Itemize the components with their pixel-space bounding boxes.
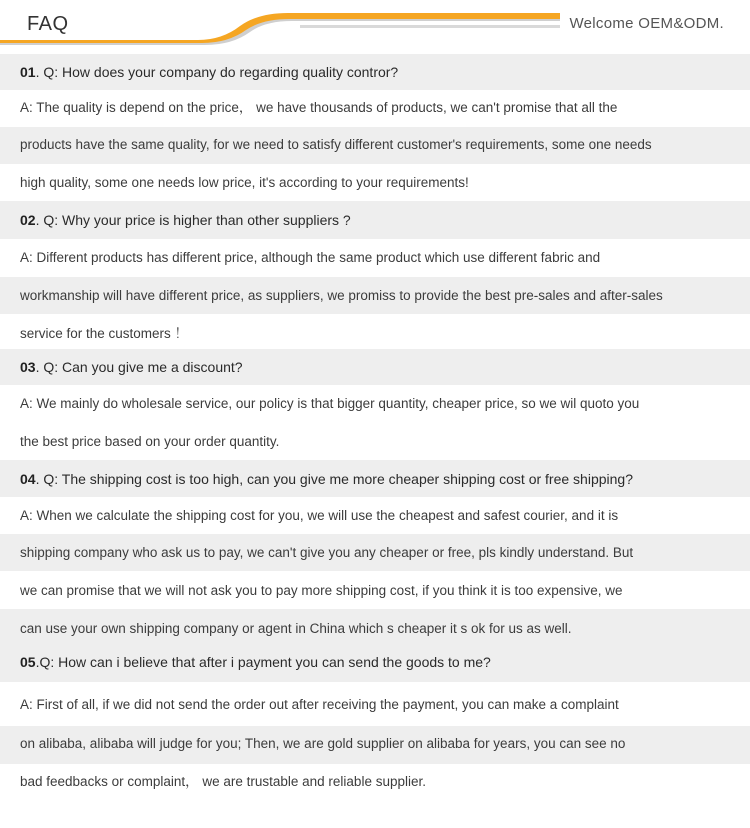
- faq-question-row: [0, 646, 750, 682]
- faq-number: 02: [20, 212, 36, 228]
- faq-question: . Q: Why your price is higher than other suppliers ?: [35, 212, 351, 228]
- faq-answer-line: products have the same quality, for we need to satisfy different customer's requirements, some one needs: [0, 127, 750, 164]
- faq-number: 01: [20, 64, 36, 80]
- faq-question-row: [0, 201, 750, 239]
- faq-question: . Q: Can you give me a discount?: [35, 359, 243, 375]
- faq-number: 04: [20, 471, 36, 487]
- faq-answer-line: A: First of all, if we did not send the order out after receiving the payment, you can make a complaint: [20, 697, 619, 712]
- welcome-text: Welcome OEM&ODM.: [569, 15, 724, 32]
- faq-answer-line: can use your own shipping company or agent in China which s cheaper it s ok for us as well.: [0, 609, 750, 646]
- faq-answer-line: A: We mainly do wholesale service, our policy is that bigger quantity, cheaper price, so we wil quoto you: [20, 396, 640, 411]
- faq-answer-line: on alibaba, alibaba will judge for you; Then, we are gold supplier on alibaba for years, you can see no: [0, 726, 750, 764]
- faq-answer-line: workmanship will have different price, as suppliers, we promiss to provide the best pre-sales and after-sales: [0, 277, 750, 314]
- page-title: FAQ: [27, 13, 69, 35]
- faq-answer-line: A: When we calculate the shipping cost for you, we will use the cheapest and safest courier, and it is: [20, 508, 619, 523]
- faq-answer-line: high quality, some one needs low price, it's according to your requirements!: [20, 175, 469, 190]
- faq-answer-line: service for the customers ！: [20, 326, 189, 341]
- faq-answer-line: shipping company who ask us to pay, we can't give you any cheaper or free, pls kindly understand. But: [0, 534, 750, 571]
- faq-answer-line: the best price based on your order quantity.: [20, 434, 280, 449]
- faq-question: .Q: How can i believe that after i payment you can send the goods to me?: [35, 654, 491, 670]
- faq-number: 05: [20, 654, 36, 670]
- header: [0, 0, 750, 52]
- faq-answer-line: A: Different products has different price, although the same product which use different fabric and: [20, 250, 601, 265]
- faq-answer-line: bad feedbacks or complaint， we are trustable and reliable supplier.: [20, 774, 426, 789]
- faq-question-row: [0, 460, 750, 497]
- faq-question: . Q: How does your company do regarding quality contror?: [35, 64, 399, 80]
- faq-question-row: [0, 54, 750, 90]
- faq-question: . Q: The shipping cost is too high, can you give me more cheaper shipping cost or free shipping?: [35, 471, 633, 487]
- faq-question-row: [0, 349, 750, 385]
- faq-number: 03: [20, 359, 36, 375]
- faq-answer-line: A: The quality is depend on the price， we have thousands of products, we can't promise that all the: [20, 100, 618, 115]
- faq-answer-line: we can promise that we will not ask you to pay more shipping cost, if you think it is too expensive, we: [20, 583, 623, 598]
